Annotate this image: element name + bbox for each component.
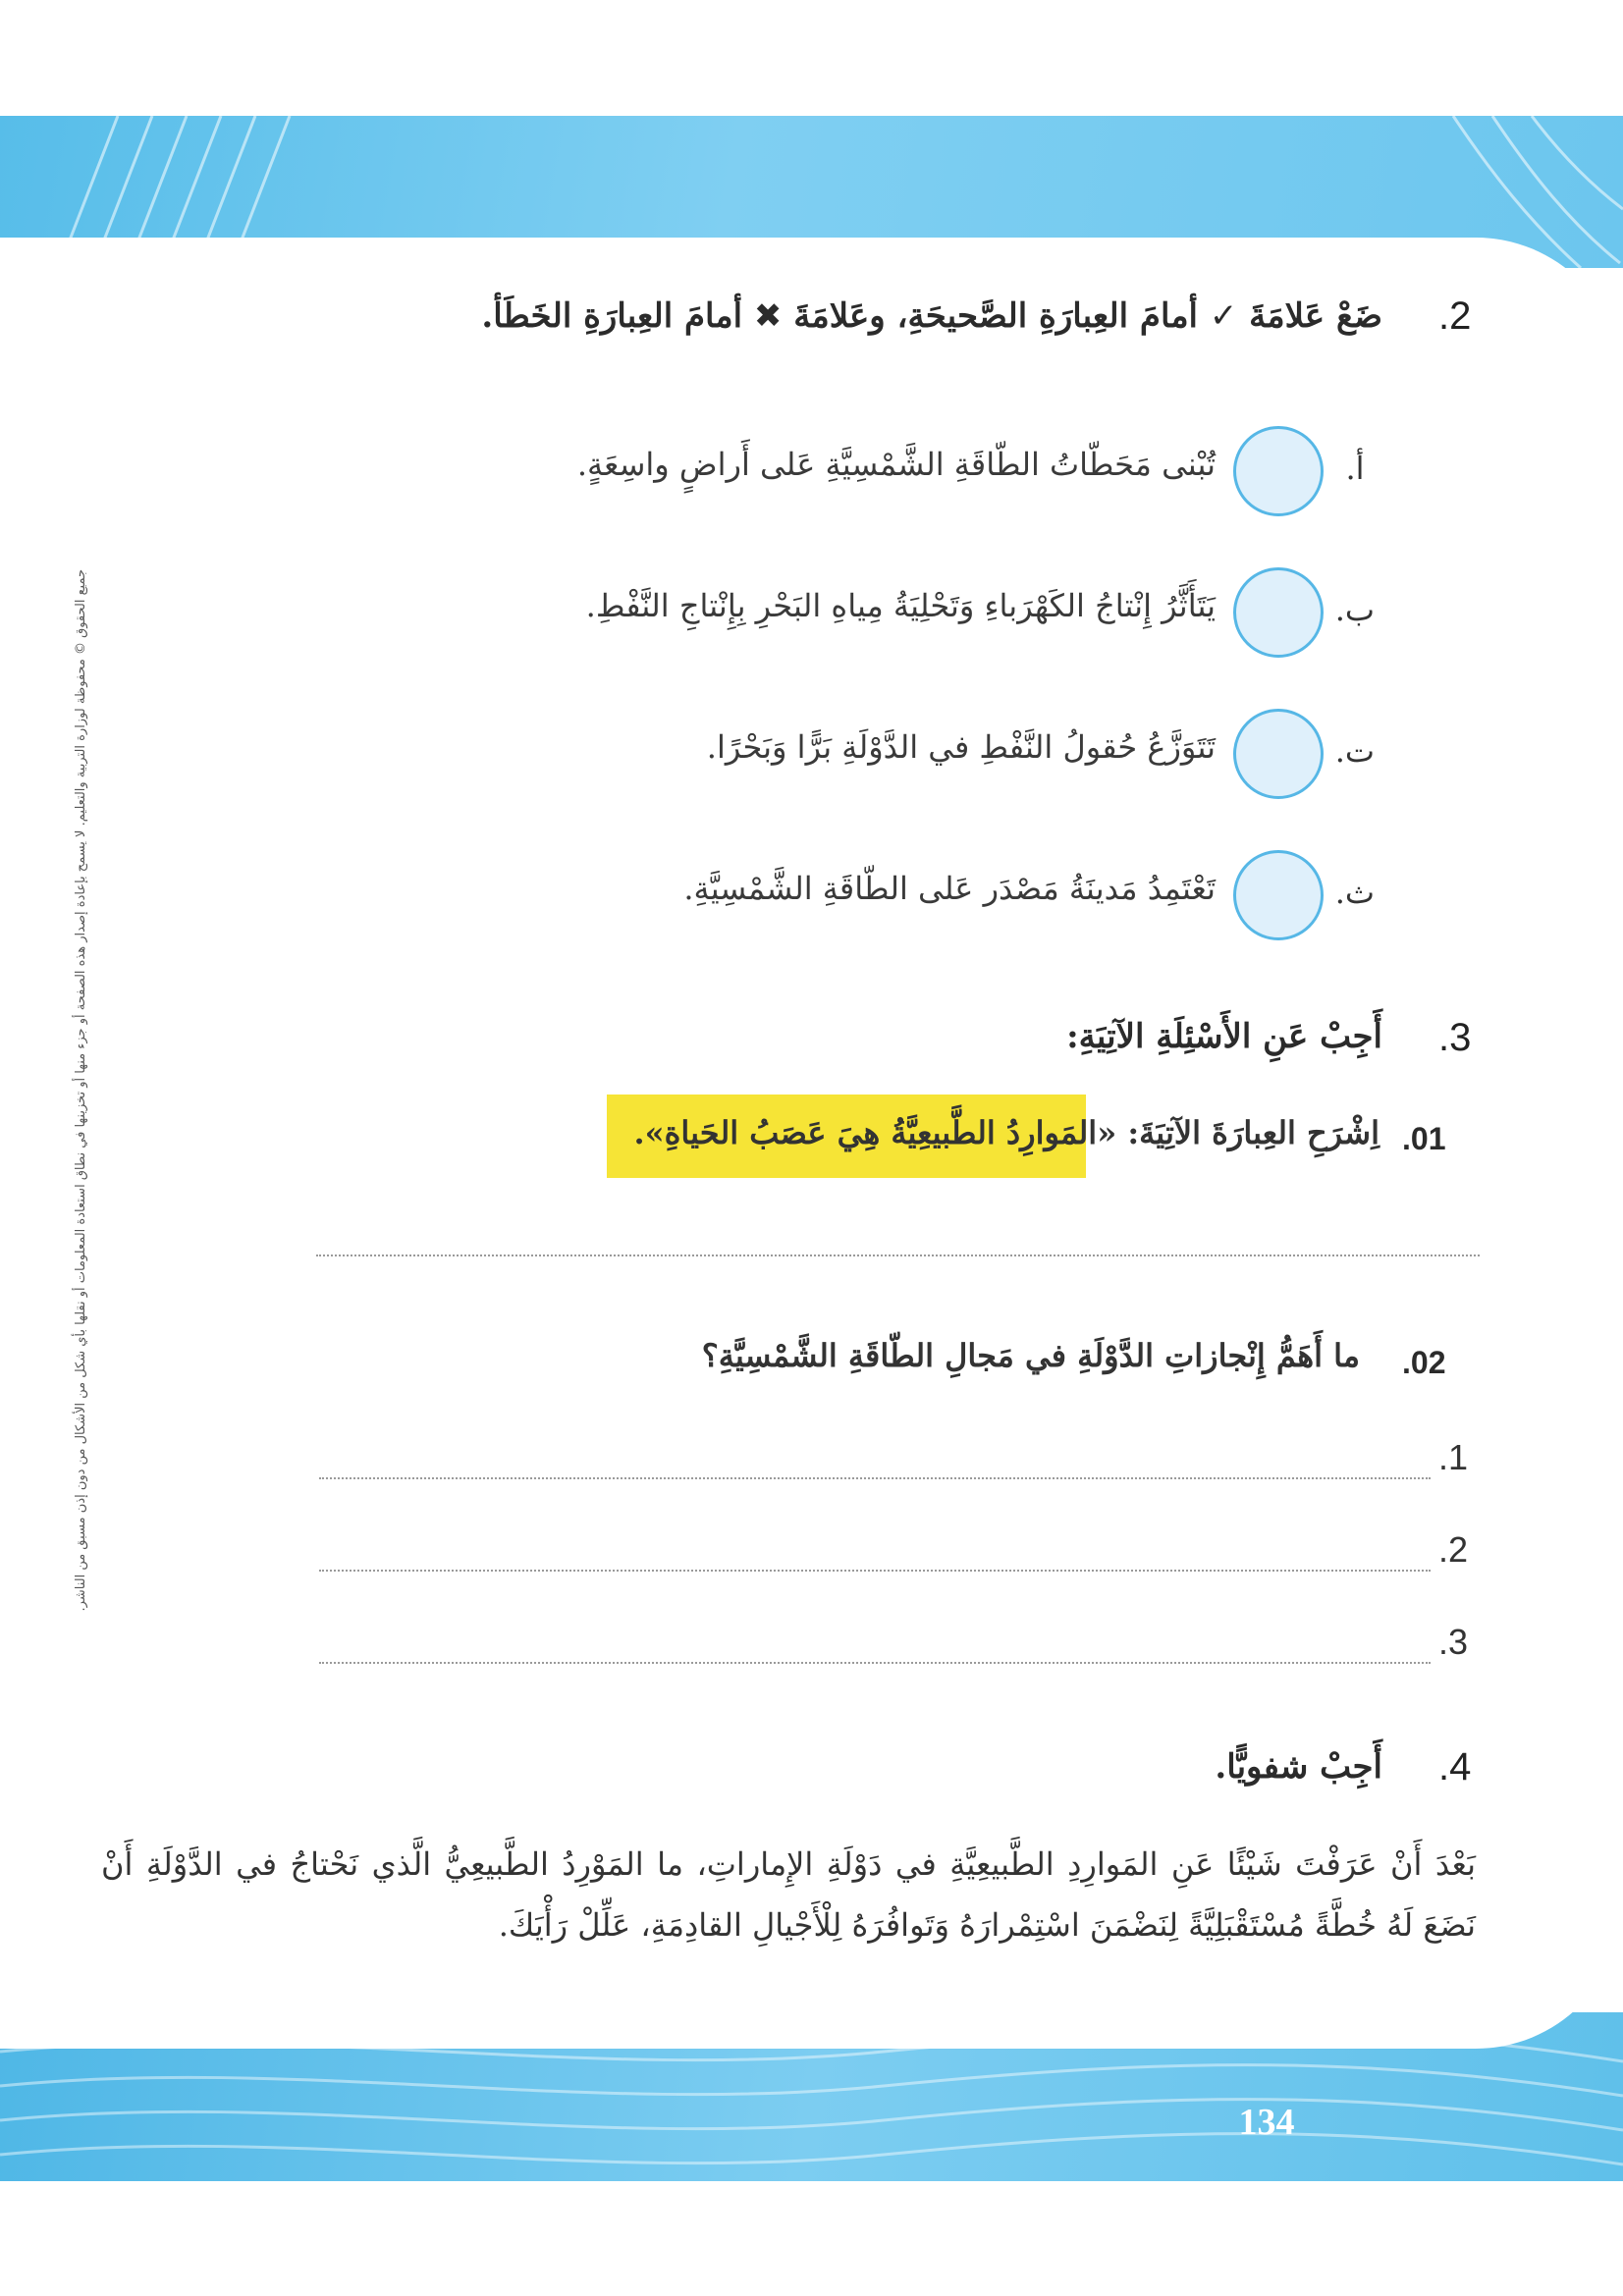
item-statement: تَتَوَزَّعُ حُقولُ النَّفْطِ في الدَّوْلَةِ بَرًّا وَبَحْرًا.	[706, 728, 1216, 766]
item-letter: ت.	[1334, 732, 1375, 770]
copyright-side-note: جميع الحقوق © محفوظة لوزارة التربية والتعليم. لا يسمح بإعادة إصدار هذه الصفحة أو جزء منها أو تخزينها في نطاق استعادة المعلومات أو نقلها بأي شكل من الأشكال من دون إذن مسبق من الناشر.	[74, 569, 88, 1612]
answer-line-number-1: .1	[1438, 1437, 1469, 1477]
sub1-prompt: اِشْرَحِ العِبارَةَ الآتِيَةَ:	[1127, 1114, 1380, 1151]
cross-mark-icon: ✖	[753, 296, 783, 336]
item-statement: يَتَأَثَّرُ إِنْتاجُ الكَهْرَباءِ وَتَحْلِيَةُ مِياهِ البَحْرِ بِإِنْتاجِ النَّفْطِ.	[585, 587, 1216, 624]
sub-question-02-text: ما أَهَمُّ إِنْجازاتِ الدَّوْلَةِ في مَجالِ الطّاقَةِ الشَّمْسِيَّةِ؟	[701, 1337, 1360, 1374]
question-2-title	[481, 296, 1382, 336]
sub-question-02-number: .02	[1402, 1345, 1446, 1380]
q2-title-part3: أمامَ العِبارَةِ الخَطَأ.	[481, 296, 743, 336]
answer-line-01[interactable]	[316, 1255, 1480, 1256]
question-4-number: .4	[1438, 1745, 1472, 1789]
question-4-paragraph: بَعْدَ أَنْ عَرَفْتَ شَيْئًا عَنِ المَوارِدِ الطَّبيعِيَّةِ في دَوْلَةِ الإِماراتِ، ما المَوْرِدُ الطَّبيعِيُّ الَّذي نَحْتاجُ في الدَّوْلَةِ أَنْ نَضَعَ لَهُ خُطَّةً مُسْتَقْبَلِيَّةً لِنَضْمَنَ اسْتِمْرارَهُ وَتَوافُرَهُ لِلْأَجْيالِ القادِمَةِ، عَلِّلْ رَأْيَكَ.	[101, 1845, 1476, 1944]
sub-question-01-text	[633, 1114, 1380, 1151]
sub1-end: .	[633, 1114, 645, 1151]
page-number: 134	[1238, 2102, 1295, 2143]
q2-item-th	[295, 850, 1375, 948]
sub-question-01-number: .01	[1402, 1121, 1446, 1156]
answer-line-2[interactable]	[319, 1570, 1431, 1572]
question-3-number: .3	[1438, 1016, 1472, 1059]
q2-item-b	[295, 567, 1375, 666]
question-4-title: أَجِبْ شفويًّا.	[1215, 1747, 1382, 1787]
item-letter: أ.	[1345, 450, 1365, 487]
answer-circle-th[interactable]	[1233, 850, 1324, 940]
q2-item-t	[295, 709, 1375, 807]
item-statement: تُبْنى مَحَطّاتُ الطّاقَةِ الشَّمْسِيَّةِ عَلى أَراضٍ واسِعَةٍ.	[576, 446, 1216, 483]
sub1-quote: «المَوارِدُ الطَّبيعِيَّةُ هِيَ عَصَبُ الحَياةِ»	[644, 1114, 1117, 1151]
item-letter: ب.	[1334, 591, 1375, 628]
answer-circle-t[interactable]	[1233, 709, 1324, 799]
answer-line-number-3: .3	[1438, 1622, 1469, 1662]
answer-line-3[interactable]	[319, 1662, 1431, 1664]
q2-item-a	[295, 426, 1375, 524]
question-3-title: أَجِبْ عَنِ الأَسْئِلَةِ الآتِيَةِ:	[1066, 1017, 1382, 1056]
answer-circle-b[interactable]	[1233, 567, 1324, 658]
answer-line-number-2: .2	[1438, 1529, 1469, 1570]
item-letter: ث.	[1334, 874, 1375, 911]
q2-title-part1: ضَعْ عَلامَةَ	[1249, 296, 1382, 336]
q2-title-part2: أمامَ العِبارَةِ الصَّحيحَةِ، وعَلامَةَ	[793, 296, 1198, 336]
check-mark-icon: ✓	[1209, 296, 1238, 336]
question-2-number: .2	[1438, 294, 1472, 338]
item-statement: تَعْتَمِدُ مَدينَةُ مَصْدَر عَلى الطّاقَةِ الشَّمْسِيَّةِ.	[683, 870, 1216, 907]
answer-line-1[interactable]	[319, 1477, 1431, 1479]
answer-circle-a[interactable]	[1233, 426, 1324, 516]
